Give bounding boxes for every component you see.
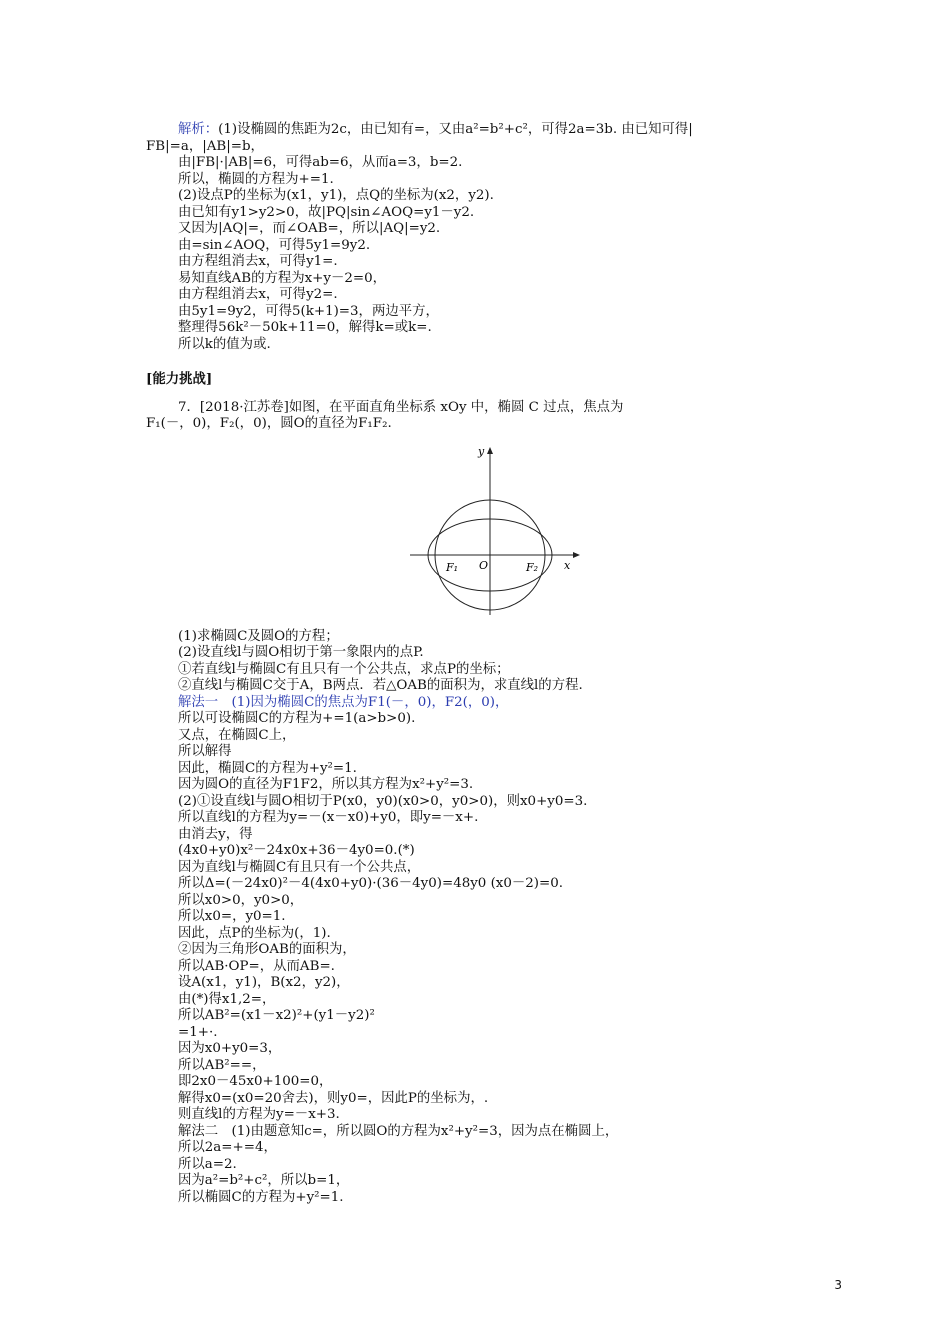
x-label: x (564, 558, 571, 572)
part1-line-13: 所以k的值为或. (178, 336, 271, 352)
f1-label: F₁ (446, 560, 459, 574)
method1-line-3: 因此，椭圆C的方程为+y²=1. (178, 760, 357, 776)
question-0: (1)求椭圆C及圆O的方程； (178, 628, 339, 644)
part1-line-2: 由|FB|·|AB|=6，可得ab=6，从而a=3，b=2. (178, 155, 463, 170)
method1-line-12: 所以x0=，y0=1. (178, 909, 286, 924)
method1-line-24: 则直线l的方程为y=－x+3. (178, 1107, 340, 1122)
part1-line-5: 由已知有y1>y2>0，故|PQ|sin∠AOQ=y1－y2. (178, 204, 475, 220)
section-heading: [能力挑战] (146, 371, 213, 387)
method1-line-8: (4x0+y0)x²－24x0x+36－4y0=0.(*) (178, 843, 415, 858)
method1-line-5: (2)①设直线l与圆O相切于P(x0，y0)(x0>0，y0>0)，则x0+y0=3. (178, 793, 588, 809)
part1-line-10: 由方程组消去x，可得y2=. (178, 287, 338, 302)
problem-line-1: 7．[2018·江苏卷]如图，在平面直角坐标系 xOy 中，椭圆 C 过点，焦点为 (178, 399, 624, 415)
method2-line-4: 所以椭圆C的方程为+y²=1. (178, 1189, 344, 1205)
part1-line-9: 易知直线AB的方程为x+y－2=0， (178, 270, 387, 286)
method2-line-3: 因为a²=b²+c²，所以b=1， (178, 1173, 350, 1188)
part1-line-1: FB|=a，|AB|=b， (146, 138, 264, 154)
x-axis-arrow (573, 552, 580, 558)
method2-line-0: 解法二 (1)由题意知c=，所以圆O的方程为x²+y²=3，因为点在椭圆上， (178, 1123, 619, 1139)
question-3: ②直线l与椭圆C交于A，B两点．若△OAB的面积为，求直线l的方程. (178, 678, 583, 693)
method2-line-2: 所以a=2. (178, 1156, 237, 1172)
method1-line-2: 所以解得 (178, 744, 232, 759)
method1-line-10: 所以Δ=(－24x0)²－4(4x0+y0)·(36－4y0)=48y0 (x0－2)=0. (178, 876, 564, 891)
solution-label: 解析： (178, 122, 219, 137)
method1-line-22: 即2x0－45x0+100=0， (178, 1074, 333, 1089)
method1-line-21: 所以AB²==， (178, 1057, 266, 1073)
problem-line-2: F₁(－，0)，F₂(，0)，圆O的直径为F₁F₂. (146, 416, 392, 431)
f2-label: F₂ (526, 560, 539, 574)
method1-line-20: 因为x0+y0=3， (178, 1041, 282, 1056)
method1-line-7: 由消去y，得 (178, 826, 253, 842)
method1-line-first: 解法一 (1)因为椭圆C的焦点为F1(－，0)，F2(，0)， (178, 694, 509, 710)
method1-line-1: 又点，在椭圆C上， (178, 727, 296, 743)
part1-line-0: 解析：(1)设椭圆的焦距为2c，由已知有=，又由a²=b²+c²，可得2a=3b. 由已知可得| (178, 122, 693, 137)
y-label: y (478, 444, 485, 458)
question-2: ①若直线l与椭圆C有且只有一个公共点，求点P的坐标； (178, 661, 510, 677)
method1-line-17: 由(*)得x1,2=， (178, 991, 276, 1007)
method1-line-13: 因此，点P的坐标为(，1). (178, 925, 331, 941)
part1-line-4: (2)设点P的坐标为(x1，y1)，点Q的坐标为(x2，y2). (178, 188, 494, 203)
method1-line-6: 所以直线l的方程为y=－(x－x0)+y0，即y=－x+. (178, 810, 479, 825)
method1-line-16: 设A(x1，y1)，B(x2，y2)， (178, 975, 350, 990)
part1-line-6: 又因为|AQ|=，而∠OAB=，所以|AQ|=y2. (178, 221, 441, 236)
method1-line-9: 因为直线l与椭圆C有且只有一个公共点， (178, 859, 421, 875)
method1-line-0: 所以可设椭圆C的方程为+=1(a>b>0). (178, 711, 416, 726)
method1-line-14: ②因为三角形OAB的面积为， (178, 942, 356, 957)
ellipse-circle-figure (408, 441, 588, 621)
question-1: (2)设直线l与圆O相切于第一象限内的点P. (178, 645, 424, 660)
part1-line-12: 整理得56k²－50k+11=0，解得k=或k=. (178, 320, 432, 335)
method1-line-23: 解得x0=(x0=20舍去)，则y0=，因此P的坐标为，. (178, 1090, 489, 1106)
method1-line-18: 所以AB²=(x1－x2)²+(y1－y2)² (178, 1008, 375, 1023)
y-axis-arrow (487, 447, 493, 454)
part1-line-8: 由方程组消去x，可得y1=. (178, 254, 338, 269)
origin-label: O (479, 558, 489, 572)
part1-line-7: 由=sin∠AOQ，可得5y1=9y2. (178, 237, 371, 253)
method1-line-11: 所以x0>0，y0>0， (178, 892, 304, 908)
method2-line-1: 所以2a=+=4， (178, 1140, 277, 1155)
method1-line-15: 所以AB·OP=，从而AB=. (178, 958, 335, 974)
page-number: 3 (834, 1278, 842, 1292)
part1-line-3: 所以，椭圆的方程为+=1. (178, 171, 334, 187)
content (146, 122, 818, 1206)
method1-line-4: 因为圆O的直径为F1F2，所以其方程为x²+y²=3. (178, 777, 474, 792)
part1-line-11: 由5y1=9y2，可得5(k+1)=3，两边平方， (178, 303, 439, 319)
method1-line-19: =1+·. (178, 1024, 218, 1040)
